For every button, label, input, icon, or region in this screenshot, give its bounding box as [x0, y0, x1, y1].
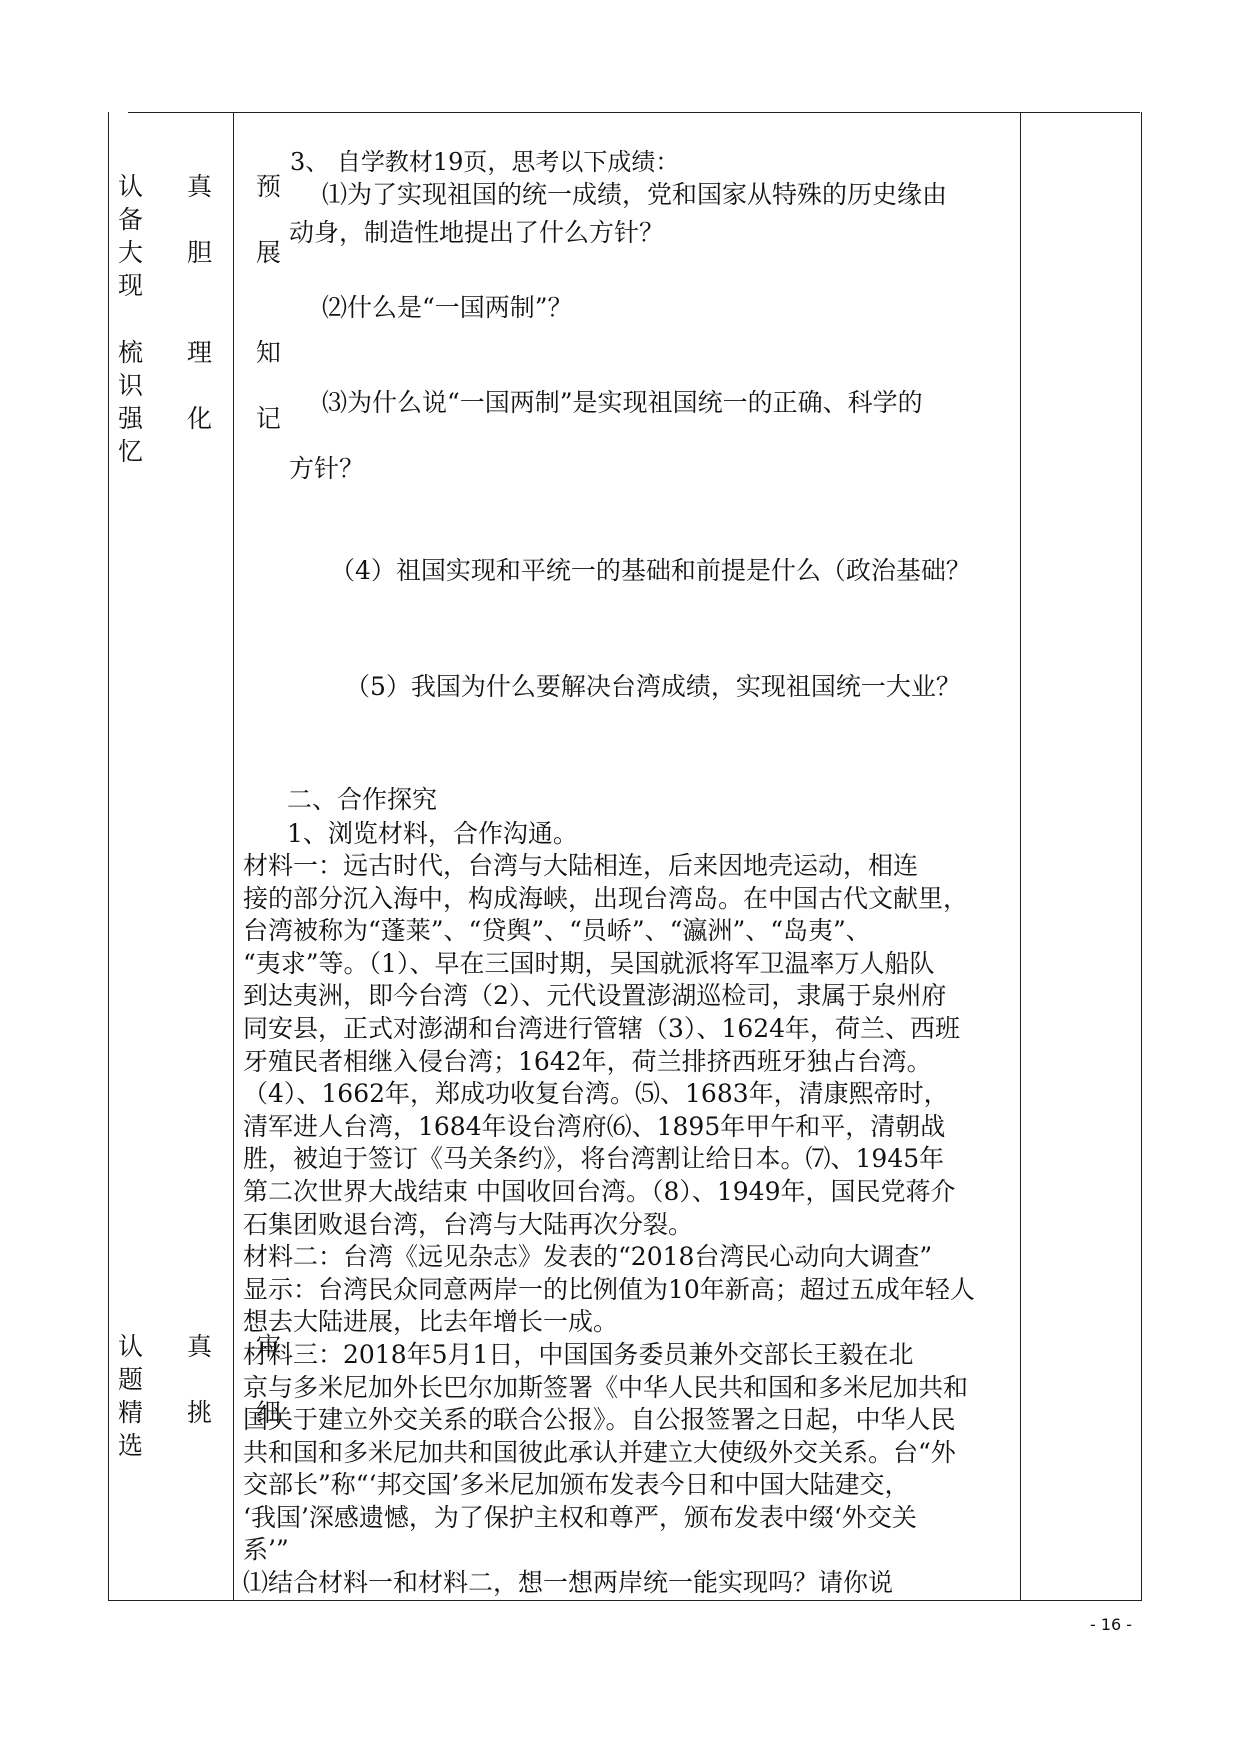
question-3-line-2: 方针？: [289, 454, 365, 483]
material-line: “夷求”等。（1）、早在三国时期，吴国就派将军卫温率万人船队: [243, 948, 935, 978]
material-line: 京与多米尼加外长巴尔加斯签署《中华人民共和国和多米尼加共和: [243, 1372, 969, 1402]
cooperation-task: 1、浏览材料，合作沟通。: [287, 819, 578, 848]
question-1-line-1: ⑴为了实现祖国的统一成绩，党和国家从特殊的历史缘由: [322, 180, 948, 209]
material-line: 材料二：台湾《远见杂志》发表的“2018台湾民心动向大调查”: [243, 1242, 933, 1272]
sidebar-block-review: [118, 336, 299, 468]
sidebar-line: 题: [118, 1365, 162, 1394]
sidebar-line: 识: [118, 371, 162, 400]
material-line: 系’”: [243, 1535, 289, 1565]
sidebar-line: 精 挑 细: [118, 1398, 299, 1427]
material-line: 清军进人台湾，1684年设台湾府⑹、1895年甲午和平，清朝战: [243, 1111, 946, 1141]
sidebar-block-prepare: [118, 170, 299, 302]
material-line: 第二次世界大战结束 中国收回台湾。（8）、1949年，国民党蒋介: [243, 1176, 956, 1206]
materials-text: [243, 850, 1013, 1600]
page-number: - 16 -: [1090, 1615, 1133, 1634]
material-line: 到达夷洲，即今台湾（2）、元代设置澎湖巡检司，隶属于泉州府: [243, 981, 947, 1011]
material-line: 材料一：远古时代，台湾与大陆相连，后来因地壳运动，相连: [243, 851, 919, 880]
column-divider-left: [233, 112, 234, 1600]
material-line: 显示：台湾民众同意两岸一的比例值为10年新高；超过五成年轻人: [243, 1274, 975, 1304]
self-study-heading: 3、 自学教材19页，思考以下成绩：: [290, 148, 680, 176]
question-2: ⑵什么是“一国两制”？: [322, 293, 573, 322]
column-divider-right: [1020, 112, 1021, 1600]
material-line: 同安县，正式对澎湖和台湾进行管辖（3）、1624年，荷兰、西班: [243, 1013, 961, 1043]
material-line: 石集团败退台湾，台湾与大陆再次分裂。: [243, 1209, 694, 1239]
material-line: 国关于建立外交关系的联合公报》。自公报签署之日起，中华人民: [243, 1405, 956, 1435]
sidebar-line: 认 真 审: [118, 1332, 299, 1361]
material-line: 材料三：2018年5月1日，中国国务委员兼外交部长王毅在北: [243, 1339, 914, 1369]
sidebar-line: 现: [118, 271, 162, 300]
question-4: （4）祖国实现和平统一的基础和前提是什么（政治基础？: [330, 556, 971, 585]
sidebar-line: 备: [118, 205, 162, 234]
sidebar-line: 梳 理 知: [118, 338, 299, 367]
material-line: 想去大陆进展，比去年增长一成。: [243, 1307, 619, 1337]
material-line: ‘我国’深感遗憾，为了保护主权和尊严，颁布发表中缀‘外交关: [243, 1502, 917, 1532]
material-line: 共和国和多米尼加共和国彼此承认并建立大使级外交关系。台“外: [243, 1437, 956, 1467]
material-line: 胜，被迫于签订《马关条约》，将台湾割让给日本。⑺、1945年: [243, 1144, 945, 1174]
sidebar-line: 大 胆 展: [118, 238, 299, 267]
section-heading-cooperation: 二、合作探究: [287, 785, 438, 814]
material-line: ⑴结合材料一和材料二，想一想两岸统一能实现吗？请你说: [243, 1568, 894, 1598]
question-1-line-2: 动身，制造性地提出了什么方针？: [289, 218, 665, 247]
sidebar-line: 忆: [118, 437, 162, 466]
question-3-line-1: ⑶为什么说“一国两制”是实现祖国统一的正确、科学的: [322, 388, 923, 417]
sidebar-line: 强 化 记: [118, 404, 299, 433]
material-line: （4）、1662年，郑成功收复台湾。⑸、1683年，清康熙帝时，: [243, 1079, 949, 1109]
material-line: 接的部分沉入海中，构成海峡，出现台湾岛。在中国古代文献里，: [243, 883, 969, 913]
sidebar-block-select: [118, 1330, 299, 1462]
material-line: 台湾被称为“蓬莱”、“贷舆”、“员峤”、“瀛洲”、“岛夷”、: [243, 916, 871, 946]
table-top-border: [128, 112, 1140, 113]
question-5: （5）我国为什么要解决台湾成绩，实现祖国统一大业？: [345, 672, 961, 701]
material-line: 交部长”称“‘邦交国’多米尼加颁布发表今日和中国大陆建交，: [243, 1470, 910, 1500]
sidebar-line: 选: [118, 1431, 162, 1460]
material-line: 牙殖民者相继入侵台湾；1642年，荷兰排挤西班牙独占台湾。: [243, 1046, 932, 1076]
sidebar-line: 认 真 预: [118, 172, 299, 201]
